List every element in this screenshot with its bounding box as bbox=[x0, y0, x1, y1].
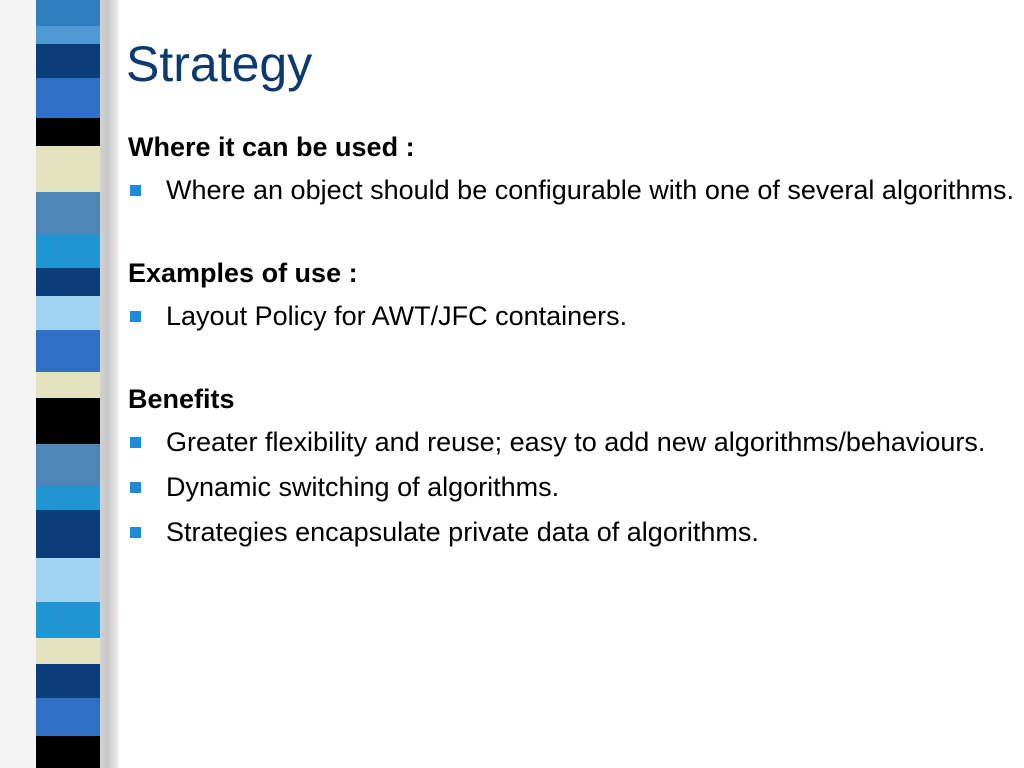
bullet-text: Dynamic switching of algorithms. bbox=[166, 472, 560, 502]
striped-band-svg bbox=[36, 0, 100, 768]
stripe-11 bbox=[36, 330, 100, 372]
slide-title: Strategy bbox=[126, 36, 313, 92]
stripe-15 bbox=[36, 486, 100, 510]
decorative-striped-band bbox=[36, 0, 100, 768]
stripe-2 bbox=[36, 26, 100, 44]
bullet-list bbox=[128, 172, 1018, 208]
section-heading: Examples of use : bbox=[128, 258, 358, 288]
bullet-square-icon bbox=[130, 482, 141, 493]
stripe-5 bbox=[36, 118, 100, 146]
section-benefits bbox=[128, 380, 1018, 550]
stripe-19 bbox=[36, 638, 100, 664]
bullet-square-icon bbox=[130, 527, 141, 538]
stripe-13 bbox=[36, 398, 100, 444]
bullet-square-icon bbox=[130, 437, 141, 448]
bullet-text: Layout Policy for AWT/JFC containers. bbox=[166, 301, 628, 331]
bullet-item bbox=[128, 469, 1018, 505]
stripe-16 bbox=[36, 510, 100, 558]
stripe-1 bbox=[36, 0, 100, 26]
stripe-9 bbox=[36, 268, 100, 296]
stripe-21 bbox=[36, 698, 100, 736]
section-where-used bbox=[128, 128, 1018, 208]
stripe-22 bbox=[36, 736, 100, 768]
stripe-6 bbox=[36, 146, 100, 192]
bullet-text: Greater flexibility and reuse; easy to add new algorithms/behaviours. bbox=[166, 427, 986, 457]
stripe-14 bbox=[36, 444, 100, 486]
bullet-list bbox=[128, 298, 1018, 334]
stripe-7 bbox=[36, 192, 100, 234]
bullet-item bbox=[128, 172, 1018, 208]
section-examples bbox=[128, 254, 1018, 334]
stripe-17 bbox=[36, 558, 100, 602]
section-heading: Benefits bbox=[128, 384, 235, 414]
bullet-list bbox=[128, 424, 1018, 550]
stripe-4 bbox=[36, 78, 100, 118]
bullet-square-icon bbox=[130, 185, 141, 196]
slide-content bbox=[128, 128, 1018, 559]
bullet-square-icon bbox=[130, 311, 141, 322]
stripe-12 bbox=[36, 372, 100, 398]
bullet-item bbox=[128, 424, 1018, 460]
bullet-item bbox=[128, 298, 1018, 334]
stripe-18 bbox=[36, 602, 100, 638]
stripe-20 bbox=[36, 664, 100, 698]
bullet-item bbox=[128, 514, 1018, 550]
bullet-text: Where an object should be configurable with one of several algorithms. bbox=[166, 175, 1014, 205]
bullet-text: Strategies encapsulate private data of algorithms. bbox=[166, 517, 759, 547]
stripe-3 bbox=[36, 44, 100, 78]
stripe-8 bbox=[36, 234, 100, 268]
stripe-10 bbox=[36, 296, 100, 330]
section-heading: Where it can be used : bbox=[128, 132, 415, 162]
